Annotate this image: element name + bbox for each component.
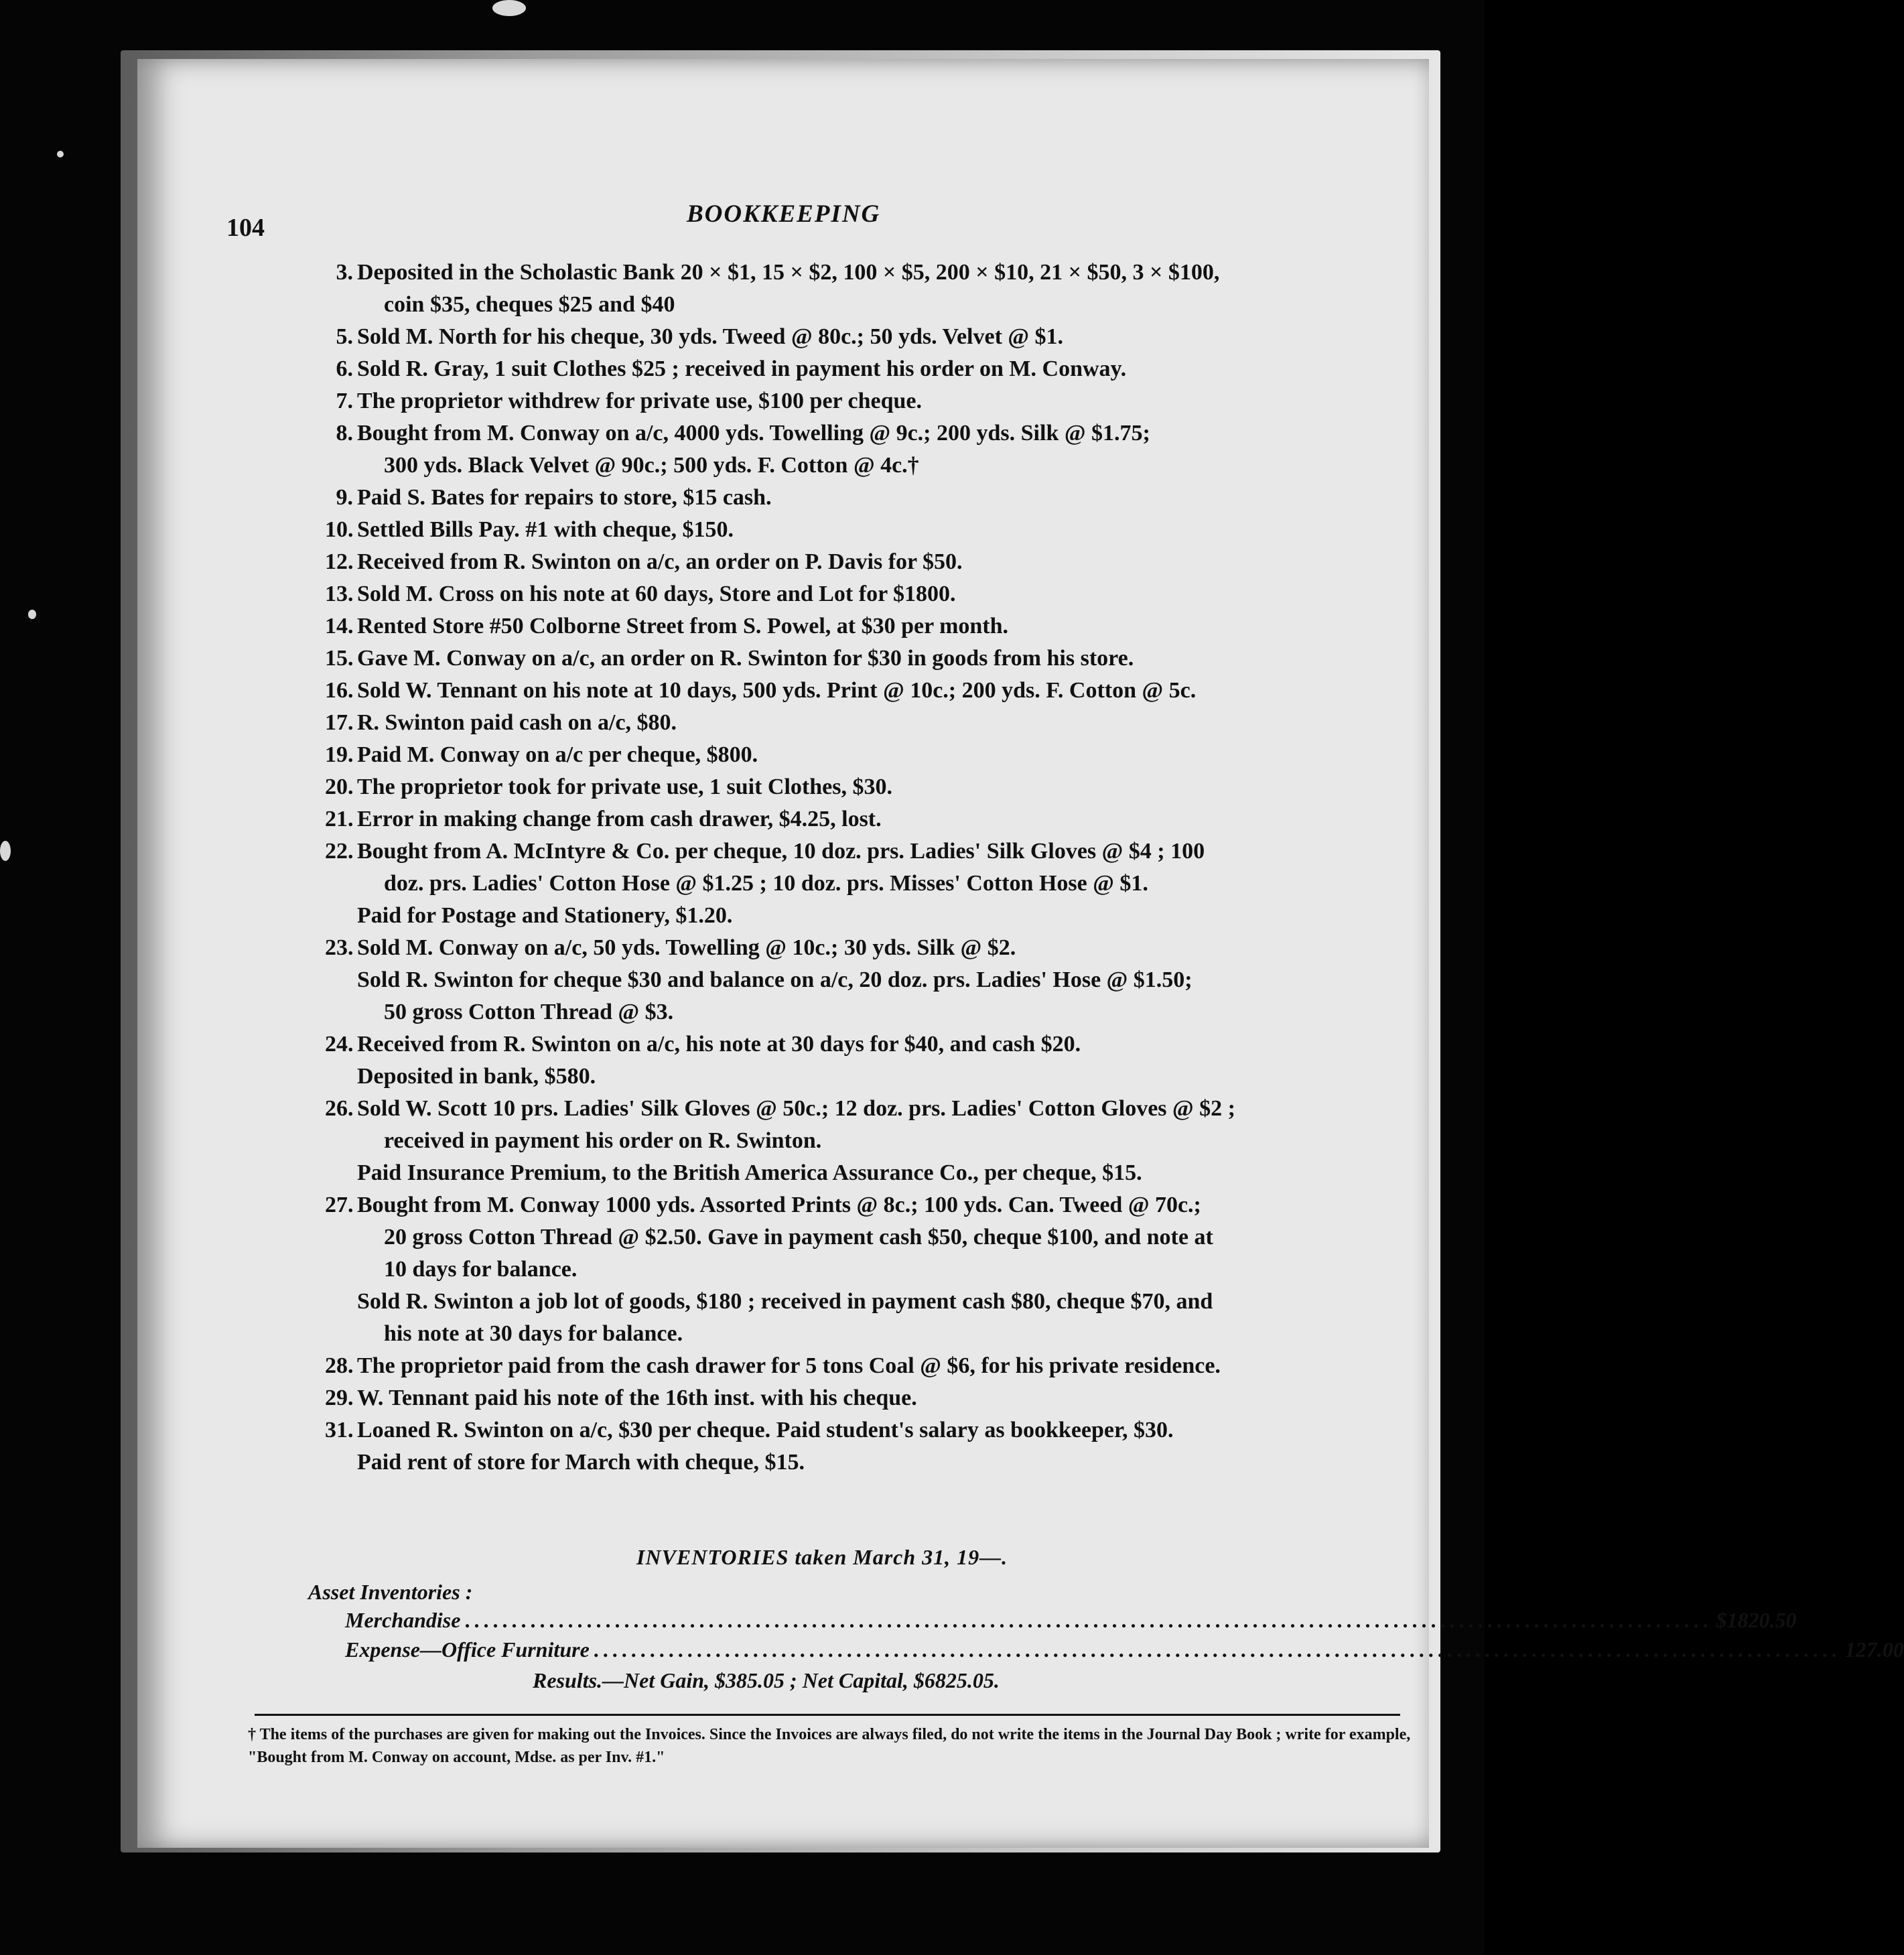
film-speck — [57, 151, 64, 157]
transaction-list — [325, 257, 1517, 1479]
entry-date: 6. — [336, 356, 353, 381]
transaction-entry — [325, 417, 1517, 482]
transaction-entry — [325, 257, 1517, 321]
inventory-label: Expense—Office Furniture — [345, 1637, 590, 1662]
entry-text: Error in making change from cash drawer, $4.25, lost. — [357, 807, 882, 831]
inventory-label: Merchandise — [345, 1608, 461, 1632]
inventory-amount: $1820.50 — [1716, 1608, 1797, 1632]
transaction-entry — [325, 1382, 1517, 1414]
transaction-entry — [325, 546, 1517, 578]
transaction-entry — [325, 675, 1517, 707]
entry-date: 29. — [325, 1386, 354, 1410]
entry-subtext: Sold R. Swinton a job lot of goods, $180 ; received in payment cash $80, cheque $70, and — [357, 1289, 1213, 1314]
entry-date: 27. — [325, 1193, 354, 1217]
entry-text: Sold M. Conway on a/c, 50 yds. Towelling @ 10c.; 30 yds. Silk @ $2. — [357, 935, 1016, 960]
entry-subtext: Sold R. Swinton for cheque $30 and balance on a/c, 20 doz. prs. Ladies' Hose @ $1.50; — [357, 967, 1193, 992]
entry-text: Sold R. Gray, 1 suit Clothes $25 ; received in payment his order on M. Conway. — [357, 356, 1127, 381]
transaction-entry — [325, 803, 1517, 835]
entry-text: coin $35, cheques $25 and $40 — [384, 292, 675, 317]
transaction-entry — [325, 385, 1517, 417]
entry-text: Sold W. Tennant on his note at 10 days, 500 yds. Print @ 10c.; 200 yds. F. Cotton @ 5c. — [357, 678, 1197, 703]
entry-text: Paid M. Conway on a/c per cheque, $800. — [357, 742, 758, 767]
transaction-entry — [325, 482, 1517, 514]
transaction-entry — [325, 321, 1517, 353]
transaction-entry — [325, 739, 1517, 771]
page-number: 104 — [226, 214, 265, 242]
entry-text: Gave M. Conway on a/c, an order on R. Swinton for $30 in goods from his store. — [357, 646, 1134, 671]
film-speck — [492, 0, 526, 16]
entry-date: 19. — [325, 742, 354, 767]
film-speck — [28, 610, 36, 619]
entry-text: Sold W. Scott 10 prs. Ladies' Silk Gloves @ 50c.; 12 doz. prs. Ladies' Cotton Gloves @ $2 ; — [357, 1096, 1235, 1121]
entry-date: 13. — [325, 582, 354, 606]
book-page — [137, 59, 1904, 1848]
entry-subtext: Paid rent of store for March with cheque, $15. — [357, 1450, 805, 1475]
transaction-entry — [325, 771, 1517, 803]
running-head: BOOKKEEPING — [687, 200, 881, 228]
inventory-amount: 127.00 — [1844, 1637, 1904, 1662]
entry-text: Rented Store #50 Colborne Street from S. Powel, at $30 per month. — [357, 614, 1009, 638]
transaction-entry — [325, 1350, 1517, 1382]
entry-text: doz. prs. Ladies' Cotton Hose @ $1.25 ; 10 doz. prs. Misses' Cotton Hose @ $1. — [384, 871, 1148, 896]
entry-text: Loaned R. Swinton on a/c, $30 per cheque. Paid student's salary as bookkeeper, $30. — [357, 1418, 1174, 1442]
entry-date: 16. — [325, 678, 354, 703]
entry-date: 8. — [336, 421, 353, 446]
transaction-entry — [325, 1028, 1517, 1093]
entry-text: W. Tennant paid his note of the 16th inst. with his cheque. — [357, 1386, 917, 1410]
entry-date: 26. — [325, 1096, 354, 1121]
entry-subtext: Deposited in bank, $580. — [357, 1064, 596, 1089]
entry-subtext: Paid Insurance Premium, to the British America Assurance Co., per cheque, $15. — [357, 1160, 1142, 1185]
entry-text: R. Swinton paid cash on a/c, $80. — [357, 710, 677, 735]
entry-date: 24. — [325, 1032, 354, 1057]
transaction-entry — [325, 514, 1517, 546]
footnote-rule — [255, 1714, 1400, 1716]
entry-date: 21. — [325, 807, 354, 831]
inventory-row-office-furniture — [345, 1637, 1904, 1662]
entry-date: 23. — [325, 935, 354, 960]
inventory-row-merchandise — [345, 1608, 1797, 1633]
entry-date: 20. — [325, 774, 354, 799]
entry-date: 15. — [325, 646, 354, 671]
entry-date: 7. — [336, 389, 353, 413]
entry-text: Deposited in the Scholastic Bank 20 × $1, 15 × $2, 100 × $5, 200 × $10, 21 × $50, 3 × $100, — [357, 260, 1220, 285]
entry-text: Settled Bills Pay. #1 with cheque, $150. — [357, 517, 734, 542]
entry-text: Sold M. North for his cheque, 30 yds. Tweed @ 80c.; 50 yds. Velvet @ $1. — [357, 324, 1064, 349]
film-speck — [0, 841, 11, 861]
entry-subtext: his note at 30 days for balance. — [384, 1321, 683, 1346]
transaction-entry — [325, 643, 1517, 675]
footnote: † The items of the purchases are given for making out the Invoices. Since the Invoices are always filed, do not write the items in the Journal Day Book ; write for example, "Bought from M. Conway on account, Mdse. as per Inv. #1." — [248, 1726, 1411, 1766]
leader-dots: ..................................................................................................................................... — [464, 1608, 1712, 1632]
entry-date: 12. — [325, 549, 354, 574]
entry-text: The proprietor withdrew for private use, $100 per cheque. — [357, 389, 923, 413]
entry-text: Sold M. Cross on his note at 60 days, Store and Lot for $1800. — [357, 582, 956, 606]
results-line: Results.—Net Gain, $385.05 ; Net Capital, $6825.05. — [533, 1668, 1000, 1692]
transaction-entry — [325, 932, 1517, 1028]
transaction-entry — [325, 835, 1517, 932]
entry-text: Bought from M. Conway on a/c, 4000 yds. Towelling @ 9c.; 200 yds. Silk @ $1.75; — [357, 421, 1150, 446]
entry-date: 3. — [336, 260, 353, 285]
leader-dots: ..................................................................................................................................... — [593, 1637, 1841, 1662]
transaction-entry — [325, 610, 1517, 643]
entry-text: Received from R. Swinton on a/c, his note at 30 days for $40, and cash $20. — [357, 1032, 1081, 1057]
entry-text: The proprietor paid from the cash drawer for 5 tons Coal @ $6, for his private residence. — [357, 1353, 1221, 1378]
entry-text: Bought from M. Conway 1000 yds. Assorted Prints @ 8c.; 100 yds. Can. Tweed @ 70c.; — [357, 1193, 1201, 1217]
entry-text: Received from R. Swinton on a/c, an order on P. Davis for $50. — [357, 549, 963, 574]
entry-text: Bought from A. McIntyre & Co. per cheque, 10 doz. prs. Ladies' Silk Gloves @ $4 ; 100 — [357, 839, 1205, 864]
transaction-entry — [325, 1414, 1517, 1479]
entry-text: 10 days for balance. — [384, 1257, 577, 1282]
entry-text: The proprietor took for private use, 1 suit Clothes, $30. — [357, 774, 892, 799]
transaction-entry — [325, 1189, 1517, 1350]
entry-date: 10. — [325, 517, 354, 542]
entry-subtext: 50 gross Cotton Thread @ $3. — [384, 1000, 674, 1024]
entry-text: received in payment his order on R. Swinton. — [384, 1128, 822, 1153]
entry-date: 22. — [325, 839, 354, 864]
entry-date: 17. — [325, 710, 354, 735]
entry-date: 31. — [325, 1418, 354, 1442]
entry-date: 9. — [336, 485, 353, 510]
entry-subtext: Paid for Postage and Stationery, $1.20. — [357, 903, 733, 928]
transaction-entry — [325, 353, 1517, 385]
inventories-title: INVENTORIES taken March 31, 19—. — [636, 1545, 1008, 1569]
entry-date: 28. — [325, 1353, 354, 1378]
transaction-entry — [325, 707, 1517, 739]
transaction-entry — [325, 1093, 1517, 1189]
transaction-entry — [325, 578, 1517, 610]
entry-date: 14. — [325, 614, 354, 638]
entry-date: 5. — [336, 324, 353, 349]
asset-inventories-heading: Asset Inventories : — [308, 1580, 473, 1604]
entry-text: 20 gross Cotton Thread @ $2.50. Gave in payment cash $50, cheque $100, and note at — [384, 1225, 1213, 1250]
entry-text: 300 yds. Black Velvet @ 90c.; 500 yds. F. Cotton @ 4c.† — [384, 453, 919, 478]
entry-text: Paid S. Bates for repairs to store, $15 cash. — [357, 485, 772, 510]
